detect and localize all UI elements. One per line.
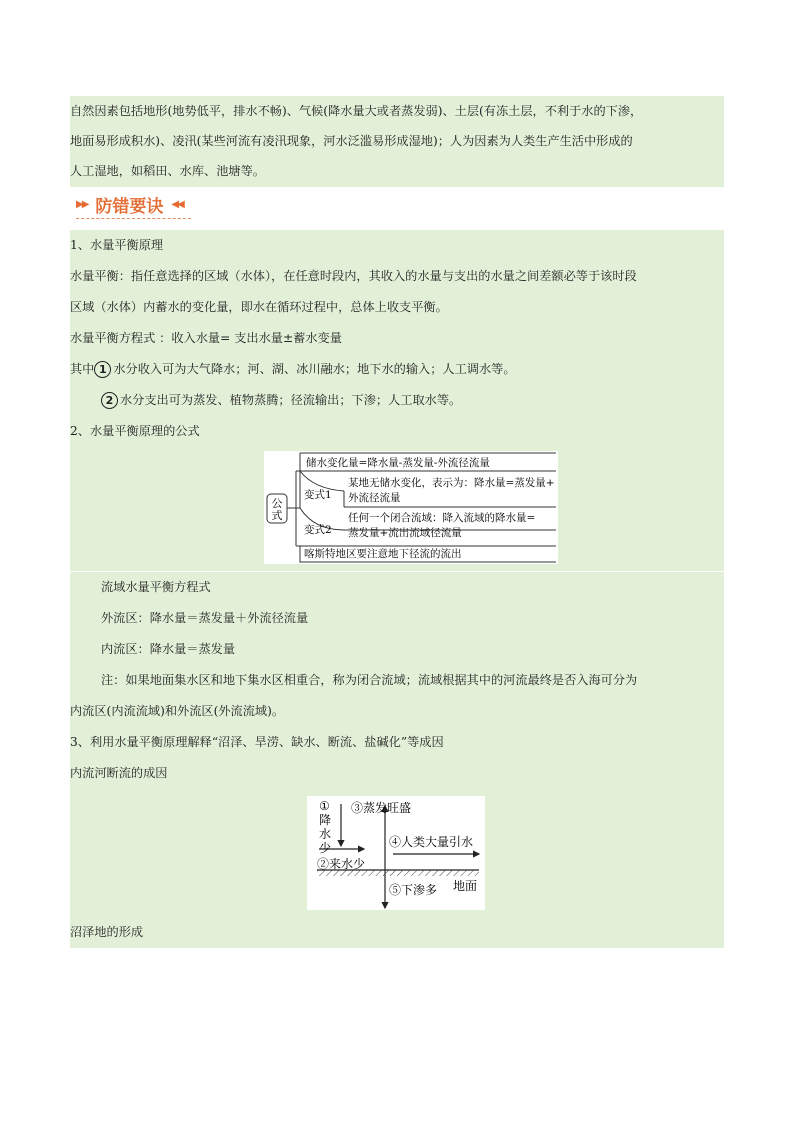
variant1-label: 变式1	[304, 489, 332, 501]
equation-line: 水量平衡方程式 ：收入水量= 支出水量±蓄水变量	[70, 323, 724, 355]
variant2-label: 变式2	[304, 524, 332, 536]
cutoff-diagram-svg	[307, 796, 485, 910]
formula-diagram-svg	[264, 451, 558, 564]
formula-root-char-2: 式	[271, 509, 283, 522]
cutoff-heading: 内流河断流的成因	[70, 758, 724, 789]
circled-number-2: 2	[101, 392, 118, 409]
cutoff-diagram	[307, 796, 485, 910]
circled-number-1: 1	[94, 361, 111, 378]
income-prefix: 其中	[70, 362, 95, 376]
cutoff-label-2: ②来水少	[317, 857, 366, 871]
exorheic-equation: 外流区：降水量＝蒸发量＋外流径流量	[70, 603, 724, 635]
cutoff-label-5: ⑤下渗多	[389, 883, 438, 897]
left-arrows-icon: ◀◀	[171, 198, 183, 210]
variant1-line1: 某地无储水变化，表示为：降水量=蒸发量+	[348, 477, 555, 489]
swamp-heading: 沼泽地的形成	[70, 917, 724, 948]
cutoff-label-4: ④人类大量引水	[389, 835, 474, 849]
heading-2: 2、水量平衡原理的公式	[70, 416, 724, 447]
cutoff-label-1-char-b: 水	[319, 827, 332, 841]
cutoff-label-3: ③蒸发旺盛	[351, 801, 412, 815]
variant2-line2: 蒸发量+流出流域径流量	[348, 527, 462, 539]
intro-line-1: 自然因素包括地形(地势低平，排水不畅)、气候(降水量大或者蒸发弱)、土层(有冻土层，不利于水的下渗，	[70, 104, 643, 118]
section-title	[76, 190, 191, 219]
basin-equation-heading: 流域水量平衡方程式	[70, 572, 724, 604]
note-line-1: 注：如果地面集水区和地下集水区相重合，称为闭合流域；流域根据其中的河流最终是否入海可分为	[70, 665, 724, 697]
formula-row1: 储水变化量=降水量-蒸发量-外流径流量	[306, 457, 490, 469]
intro-line-2: 地面易形成积水)、凌汛(某些河流有凌汛现象，河水泛滥易形成湿地)；人为因素为人类生产生活中形成的	[70, 134, 633, 148]
section-title-text: 防错要诀	[95, 196, 164, 217]
paragraph-line: 区域（水体）内蓄水的变化量，即水在循环过程中，总体上收支平衡。	[70, 292, 724, 324]
ground-label: 地面	[453, 879, 478, 893]
paragraph-line: 水量平衡：指任意选择的区域（水体），在任意时段内，其收入的水量与支出的水量之间差额必等于该时段	[70, 261, 724, 293]
note-line-2: 内流区(内流流域)和外流区(外流流域)。	[70, 696, 724, 728]
expense-line	[70, 385, 724, 417]
variant1-line2: 外流径流量	[348, 492, 401, 504]
income-text: 水分收入可为大气降水；河、湖、冰川融水；地下水的输入；人工调水等。	[113, 362, 516, 376]
formula-row4: 喀斯特地区要注意地下径流的流出	[304, 548, 462, 560]
endorheic-equation: 内流区：降水量＝蒸发量	[70, 634, 724, 666]
variant2-line1: 任何一个闭合流域：降入流域的降水量=	[348, 512, 536, 524]
intro-line-3: 人工湿地，如稻田、水库、池塘等。	[70, 164, 265, 178]
cutoff-label-1-char-c: 少	[319, 841, 332, 855]
right-arrows-icon: ▶▶	[76, 198, 88, 210]
heading-3: 3、利用水量平衡原理解释“沼泽、旱涝、缺水、断流、盐碱化”等成因	[70, 727, 724, 759]
heading-1: 1、水量平衡原理	[70, 230, 724, 262]
formula-diagram	[264, 451, 558, 564]
cutoff-label-1-num: ①	[319, 799, 330, 813]
formula-root-char-1: 公	[271, 497, 283, 510]
expense-text: 水分支出可为蒸发、植物蒸腾；径流输出；下渗；人工取水等。	[120, 393, 462, 407]
income-line	[70, 354, 724, 386]
cutoff-label-1-char-a: 降	[319, 813, 332, 827]
intro-block	[70, 96, 724, 187]
